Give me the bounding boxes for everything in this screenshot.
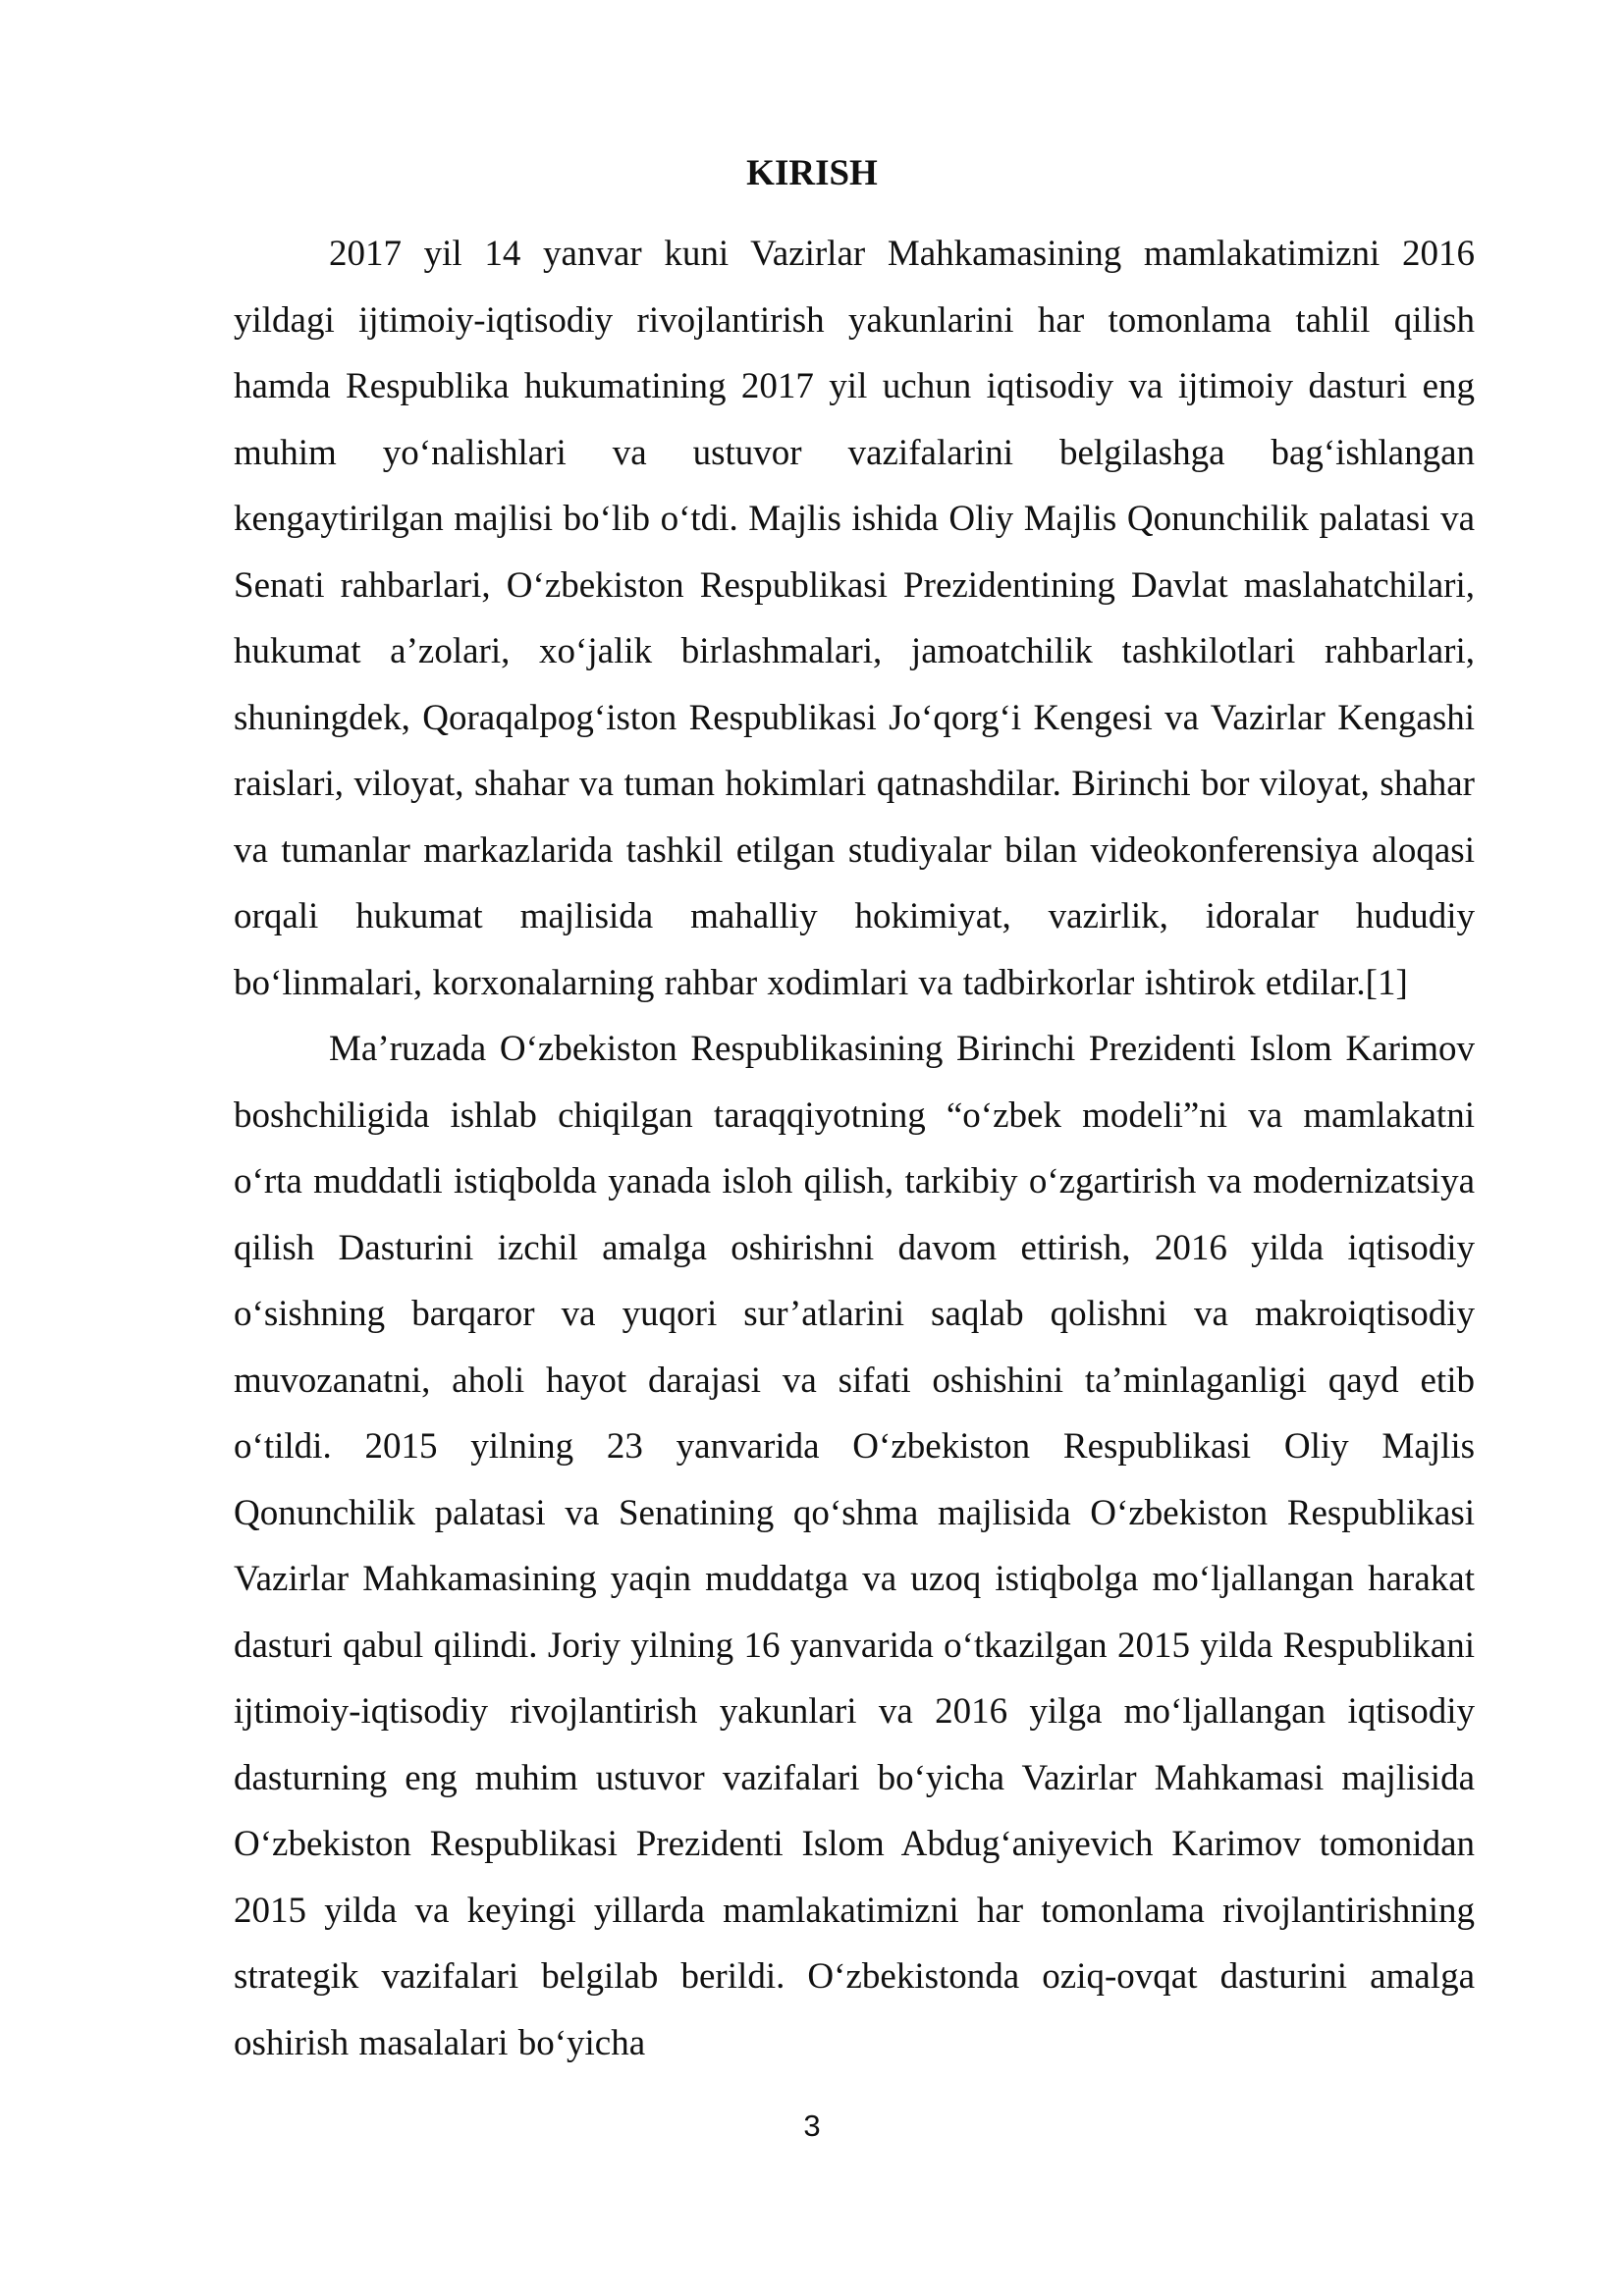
paragraph-2: Ma’ruzada O‘zbekiston Respublikasining Birinchi Prezidenti Islom Karimov boshchiligida ishlab chiqilgan taraqqiyotning “o‘zbek modeli”ni va mamlakatni o‘rta muddatli istiqbolda yanada isloh qilish, tarkibiy o‘zgartirish va modernizatsiya qilish Dasturini izchil amalga oshirishni davom ettirish, 2016 yilda iqtisodiy o‘sishning barqaror va yuqori sur’atlarini saqlab qolishni va makroiqtisodiy muvozanatni, aholi hayot darajasi va sifati oshishini ta’minlaganligi qayd etib o‘tildi. 2015 yilning 23 yanvarida O‘zbekiston Respublikasi Oliy Majlis Qonunchilik palatasi va Senatining qo‘shma majlisida O‘zbekiston Respublikasi Vazirlar Mahkamasining yaqin muddatga va uzoq istiqbolga mo‘ljallangan harakat dasturi qabul qilindi. Joriy yilning 16 yanvarida o‘tkazilgan 2015 yilda Respublikani ijtimoiy-iqtisodiy rivojlantirish yakunlari va 2016 yilga mo‘ljallangan iqtisodiy dasturning eng muhim ustuvor vazifalari bo‘yicha Vazirlar Mahkamasi majlisida O‘zbekiston Respublikasi Prezidenti Islom Abdug‘aniyevich Karimov tomonidan 2015 yilda va keyingi yillarda mamlakatimizni har tomonlama rivojlantirishning strategik vazifalari belgilab berildi. O‘zbekistonda oziq-ovqat dasturini amalga oshirish masalalari bo‘yicha [234, 1029, 1475, 2063]
paragraph-1: 2017 yil 14 yanvar kuni Vazirlar Mahkamasining mamlakatimizni 2016 yildagi ijtimoiy-iqtisodiy rivojlantirish yakunlarini har tomonlama tahlil qilish hamda Respublika hukumatining 2017 yil uchun iqtisodiy va ijtimoiy dasturi eng muhim yo‘nalishlari va ustuvor vazifalarini belgilashga bag‘ishlangan kengaytirilgan majlisi bo‘lib o‘tdi. Majlis ishida Oliy Majlis Qonunchilik palatasi va Senati rahbarlari, O‘zbekiston Respublikasi Prezidentining Davlat maslahatchilari, hukumat a’zolari, xo‘jalik birlashmalari, jamoatchilik tashkilotlari rahbarlari, shuningdek, Qoraqalpog‘iston Respublikasi Jo‘qorg‘i Kengesi va Vazirlar Kengashi raislari, viloyat, shahar va tuman hokimlari qatnashdilar. Birinchi bor viloyat, shahar va tumanlar markazlarida tashkil etilgan studiyalar bilan videokonferensiya aloqasi orqali hukumat majlisida mahalliy hokimiyat, vazirlik, idoralar hududiy bo‘linmalari, korxonalarning rahbar xodimlari va tadbirkorlar ishtirok etdilar.[1] [234, 234, 1475, 1003]
page-number: 3 [803, 2109, 821, 2143]
section-heading: KIRISH [746, 153, 878, 193]
body-text [234, 221, 1475, 2076]
